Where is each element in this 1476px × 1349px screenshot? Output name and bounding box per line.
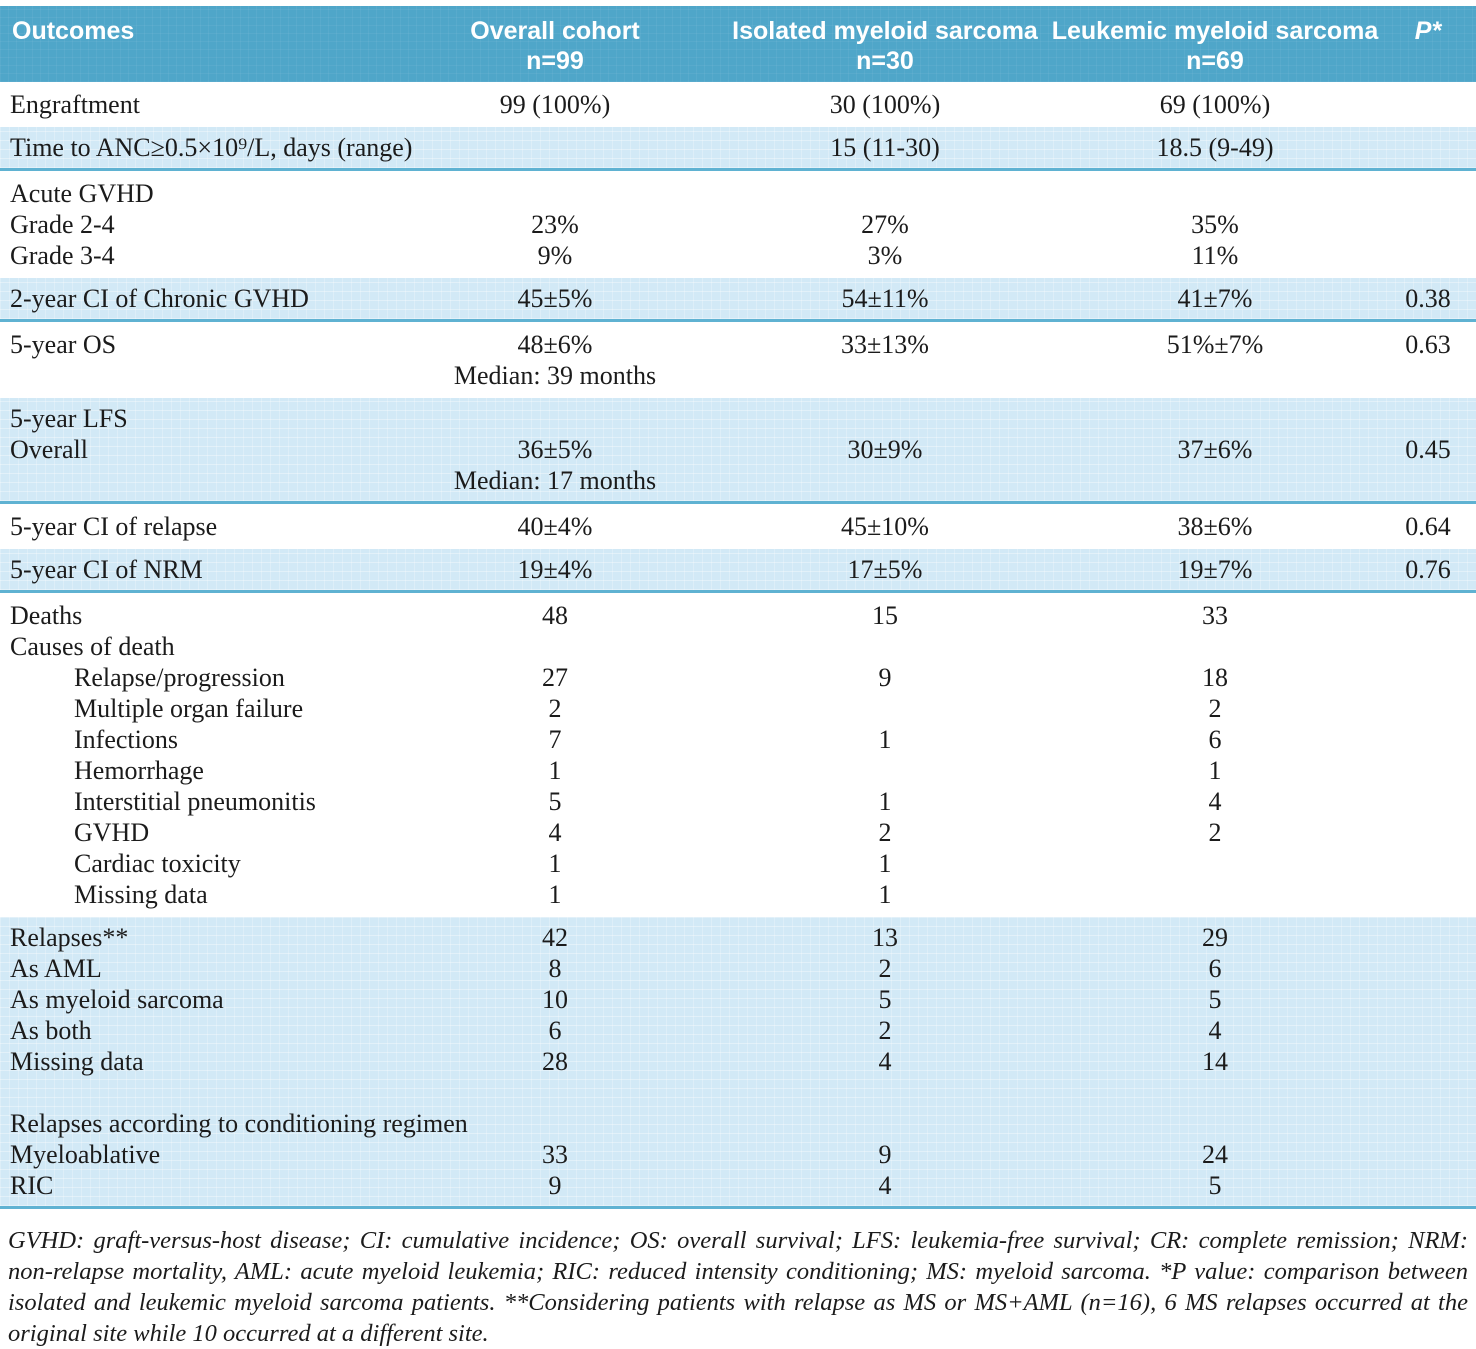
cell-overall-cohort: 23%	[531, 210, 579, 239]
cell-overall-cohort: Median: 39 months	[453, 361, 657, 390]
cell-isolated-ms	[720, 1077, 1050, 1108]
table-row	[0, 89, 1476, 120]
cell-p-value	[1380, 240, 1476, 271]
cell-p-value	[1380, 755, 1476, 786]
table-row	[0, 1015, 1476, 1046]
cell-isolated-ms: 27%	[861, 210, 909, 239]
row-label: Relapses**	[10, 923, 129, 952]
cell-overall-cohort: Median: 17 months	[453, 466, 657, 495]
cell-p-value	[1380, 360, 1476, 391]
table-section	[0, 82, 1476, 127]
cell-p-value	[1380, 1046, 1476, 1077]
cell-isolated-ms	[720, 693, 1050, 724]
table-row	[0, 662, 1476, 693]
cell-p-value: 0.45	[1405, 435, 1451, 464]
row-label: Infections	[74, 725, 178, 754]
cell-p-value	[1380, 209, 1476, 240]
row-label: 5-year CI of relapse	[10, 512, 218, 541]
cell-p-value	[1380, 1170, 1476, 1201]
cell-isolated-ms	[720, 631, 1050, 662]
cell-leukemic-ms: 41±7%	[1177, 284, 1253, 313]
cell-isolated-ms: 1	[878, 787, 892, 816]
cell-leukemic-ms: 6	[1208, 954, 1222, 983]
row-label: 2-year CI of Chronic GVHD	[10, 284, 309, 313]
row-label: Interstitial pneumonitis	[74, 787, 316, 816]
row-label: Myeloablative	[10, 1140, 161, 1169]
cell-leukemic-ms: 1	[1208, 756, 1222, 785]
row-label: Engraftment	[10, 90, 140, 119]
cell-overall-cohort: 5	[548, 787, 562, 816]
cell-overall-cohort: 8	[548, 954, 562, 983]
table-row	[0, 984, 1476, 1015]
row-label: 5-year CI of NRM	[10, 555, 203, 584]
header-overall-cohort-label: Overall cohort	[470, 17, 640, 45]
cell-leukemic-ms: 33	[1202, 601, 1228, 630]
row-label: GVHD	[74, 818, 150, 847]
row-label: 5-year OS	[10, 330, 117, 359]
cell-leukemic-ms	[1050, 631, 1380, 662]
cell-overall-cohort: 1	[548, 849, 562, 878]
row-label: Hemorrhage	[74, 756, 204, 785]
cell-p-value: 0.76	[1405, 555, 1451, 584]
table-row	[0, 879, 1476, 910]
cell-overall-cohort: 36±5%	[517, 435, 593, 464]
row-label: Relapse/progression	[74, 663, 285, 692]
header-outcomes-label: Outcomes	[12, 17, 135, 45]
table-row	[0, 1077, 1476, 1108]
row-label: Missing data	[10, 1047, 144, 1076]
cell-p-value	[1380, 848, 1476, 879]
row-label: Multiple organ failure	[74, 694, 304, 723]
table-section	[0, 549, 1476, 593]
cell-overall-cohort	[390, 178, 720, 209]
cell-p-value	[1380, 132, 1476, 163]
cell-isolated-ms: 13	[872, 923, 898, 952]
cell-isolated-ms	[720, 755, 1050, 786]
cell-overall-cohort: 40±4%	[517, 512, 593, 541]
table-header-row	[0, 6, 1476, 82]
table-row	[0, 403, 1476, 434]
table-row	[0, 178, 1476, 209]
cell-isolated-ms: 15	[872, 601, 898, 630]
cell-overall-cohort: 28	[542, 1047, 568, 1076]
cell-isolated-ms: 30 (100%)	[829, 90, 941, 119]
table-body	[0, 82, 1476, 1209]
cell-p-value	[1380, 631, 1476, 662]
table-row	[0, 329, 1476, 360]
cell-overall-cohort: 2	[548, 694, 562, 723]
row-label: Missing data	[74, 880, 208, 909]
cell-isolated-ms: 3%	[867, 241, 903, 270]
table-row	[0, 755, 1476, 786]
cell-leukemic-ms: 6	[1208, 725, 1222, 754]
table-section	[0, 278, 1476, 322]
cell-p-value	[1380, 403, 1476, 434]
cell-overall-cohort: 45±5%	[517, 284, 593, 313]
cell-overall-cohort	[390, 1108, 720, 1139]
cell-isolated-ms: 1	[878, 725, 892, 754]
cell-isolated-ms: 2	[878, 1016, 892, 1045]
table-row	[0, 209, 1476, 240]
cell-isolated-ms: 45±10%	[841, 512, 929, 541]
cell-leukemic-ms: 18	[1202, 663, 1228, 692]
cell-isolated-ms: 1	[878, 880, 892, 909]
cell-p-value	[1380, 1015, 1476, 1046]
header-p-value-label: P*	[1414, 17, 1442, 45]
row-label: Causes of death	[10, 632, 175, 661]
table-row	[0, 465, 1476, 496]
header-leukemic-ms	[1050, 16, 1380, 82]
cell-p-value: 0.63	[1405, 330, 1451, 359]
header-isolated-ms	[720, 16, 1050, 82]
cell-overall-cohort: 27	[542, 663, 568, 692]
table-row	[0, 1139, 1476, 1170]
cell-leukemic-ms: 14	[1202, 1047, 1228, 1076]
cell-p-value	[1380, 953, 1476, 984]
cell-overall-cohort: 9	[548, 1171, 562, 1200]
header-isolated-ms-label: Isolated myeloid sarcoma	[732, 17, 1038, 45]
table-section	[0, 593, 1476, 917]
cell-overall-cohort: 1	[548, 756, 562, 785]
cell-p-value	[1380, 600, 1476, 631]
cell-isolated-ms: 33±13%	[841, 330, 929, 359]
table-row	[0, 786, 1476, 817]
row-label: Acute GVHD	[10, 179, 154, 208]
table-row	[0, 724, 1476, 755]
cell-leukemic-ms: 37±6%	[1177, 435, 1253, 464]
cell-leukemic-ms: 38±6%	[1177, 512, 1253, 541]
table-section	[0, 322, 1476, 398]
cell-overall-cohort: 9%	[537, 241, 573, 270]
cell-p-value	[1380, 1077, 1476, 1108]
row-label: Cardiac toxicity	[74, 849, 241, 878]
cell-isolated-ms	[720, 1108, 1050, 1139]
cell-leukemic-ms	[1050, 879, 1380, 910]
cell-overall-cohort	[390, 132, 720, 163]
table-section	[0, 127, 1476, 171]
cell-isolated-ms: 5	[878, 985, 892, 1014]
cell-isolated-ms: 9	[878, 663, 892, 692]
table-row	[0, 1108, 1476, 1139]
cell-overall-cohort: 1	[548, 880, 562, 909]
cell-leukemic-ms: 11%	[1191, 241, 1239, 270]
outcomes-table-page	[0, 6, 1476, 1349]
cell-isolated-ms: 2	[878, 818, 892, 847]
cell-leukemic-ms: 51%±7%	[1166, 330, 1264, 359]
cell-overall-cohort: 33	[542, 1140, 568, 1169]
cell-isolated-ms: 17±5%	[847, 555, 923, 584]
cell-isolated-ms	[720, 360, 1050, 391]
cell-leukemic-ms: 69 (100%)	[1159, 90, 1271, 119]
cell-p-value	[1380, 465, 1476, 496]
table-row	[0, 283, 1476, 314]
cell-leukemic-ms	[1050, 178, 1380, 209]
table-row	[0, 511, 1476, 542]
cell-p-value	[1380, 89, 1476, 120]
row-label: As both	[10, 1016, 92, 1045]
cell-leukemic-ms	[1050, 360, 1380, 391]
cell-p-value	[1380, 984, 1476, 1015]
cell-overall-cohort: 7	[548, 725, 562, 754]
table-row	[0, 360, 1476, 391]
table-row	[0, 631, 1476, 662]
cell-p-value	[1380, 178, 1476, 209]
cell-p-value	[1380, 662, 1476, 693]
header-leukemic-ms-label: Leukemic myeloid sarcoma	[1051, 17, 1379, 45]
cell-overall-cohort	[390, 631, 720, 662]
row-label: Grade 2-4	[10, 210, 115, 239]
row-label: Relapses according to conditioning regimen	[10, 1109, 468, 1138]
table-row	[0, 434, 1476, 465]
cell-p-value	[1380, 724, 1476, 755]
cell-isolated-ms	[720, 403, 1050, 434]
table-row	[0, 848, 1476, 879]
cell-isolated-ms: 2	[878, 954, 892, 983]
header-isolated-ms-n: n=30	[856, 47, 914, 75]
cell-leukemic-ms	[1050, 1077, 1380, 1108]
cell-leukemic-ms: 35%	[1191, 210, 1239, 239]
cell-leukemic-ms: 4	[1208, 1016, 1222, 1045]
row-label	[0, 465, 390, 496]
table-row	[0, 240, 1476, 271]
footnote-text: GVHD: graft-versus-host disease; CI: cumulative incidence; OS: overall survival; LFS: leukemia-free survival; CR: complete remission; NRM: non-relapse mortality, AML: acute myeloid leukemia; RIC: reduced intensity conditioning; MS: myeloid sarcoma. *P value: comparison between isolated and leukemic myeloid sarcoma patients. **Considering patients with relapse as MS or MS+AML (n=16), 6 MS relapses occurred at the original site while 10 occurred at a different site.	[8, 1227, 1468, 1347]
cell-leukemic-ms	[1050, 465, 1380, 496]
table-row	[0, 132, 1476, 163]
cell-overall-cohort	[390, 1077, 720, 1108]
row-label: Time to ANC≥0.5×10⁹/L, days (range)	[10, 133, 413, 162]
table-row	[0, 554, 1476, 585]
cell-p-value	[1380, 786, 1476, 817]
row-label: As AML	[10, 954, 102, 983]
table-row	[0, 922, 1476, 953]
row-label: RIC	[10, 1171, 54, 1200]
header-outcomes	[0, 16, 390, 82]
cell-leukemic-ms: 2	[1208, 818, 1222, 847]
cell-isolated-ms	[720, 465, 1050, 496]
cell-p-value	[1380, 817, 1476, 848]
row-label: As myeloid sarcoma	[10, 985, 224, 1014]
table-row	[0, 1046, 1476, 1077]
cell-overall-cohort	[390, 403, 720, 434]
cell-isolated-ms	[720, 178, 1050, 209]
cell-p-value	[1380, 879, 1476, 910]
cell-leukemic-ms	[1050, 848, 1380, 879]
row-label: 5-year LFS	[10, 404, 128, 433]
cell-isolated-ms: 15 (11-30)	[830, 133, 940, 162]
row-label	[0, 1077, 390, 1108]
cell-leukemic-ms: 19±7%	[1177, 555, 1253, 584]
cell-p-value: 0.38	[1405, 284, 1451, 313]
cell-leukemic-ms: 5	[1208, 985, 1222, 1014]
row-label: Grade 3-4	[10, 241, 115, 270]
cell-isolated-ms: 30±9%	[847, 435, 923, 464]
cell-overall-cohort: 10	[542, 985, 568, 1014]
cell-p-value	[1380, 1108, 1476, 1139]
cell-leukemic-ms: 2	[1208, 694, 1222, 723]
cell-p-value	[1380, 922, 1476, 953]
cell-overall-cohort: 99 (100%)	[499, 90, 611, 119]
header-leukemic-ms-n: n=69	[1186, 47, 1244, 75]
cell-p-value	[1380, 1139, 1476, 1170]
cell-overall-cohort: 19±4%	[517, 555, 593, 584]
cell-leukemic-ms: 4	[1208, 787, 1222, 816]
cell-overall-cohort: 6	[548, 1016, 562, 1045]
cell-overall-cohort: 42	[542, 923, 568, 952]
table-row	[0, 1170, 1476, 1201]
table-row	[0, 600, 1476, 631]
cell-isolated-ms: 1	[878, 849, 892, 878]
header-overall-cohort	[390, 16, 720, 82]
cell-overall-cohort: 48	[542, 601, 568, 630]
table-section	[0, 917, 1476, 1209]
cell-leukemic-ms: 29	[1202, 923, 1228, 952]
cell-leukemic-ms: 5	[1208, 1171, 1222, 1200]
cell-isolated-ms: 9	[878, 1140, 892, 1169]
row-label	[0, 360, 390, 391]
cell-isolated-ms: 4	[878, 1047, 892, 1076]
cell-isolated-ms: 4	[878, 1171, 892, 1200]
cell-leukemic-ms	[1050, 1108, 1380, 1139]
row-label: Deaths	[10, 601, 83, 630]
header-overall-cohort-n: n=99	[526, 47, 584, 75]
cell-p-value	[1380, 693, 1476, 724]
row-label: Overall	[10, 435, 88, 464]
table-section	[0, 171, 1476, 278]
cell-leukemic-ms: 18.5 (9-49)	[1156, 133, 1274, 162]
header-p-value	[1380, 16, 1476, 82]
table-section	[0, 504, 1476, 549]
cell-p-value: 0.64	[1405, 512, 1451, 541]
cell-leukemic-ms	[1050, 403, 1380, 434]
cell-overall-cohort: 4	[548, 818, 562, 847]
table-row	[0, 817, 1476, 848]
table-section	[0, 398, 1476, 504]
cell-leukemic-ms: 24	[1202, 1140, 1228, 1169]
cell-isolated-ms: 54±11%	[841, 284, 929, 313]
cell-overall-cohort: 48±6%	[517, 330, 593, 359]
table-row	[0, 953, 1476, 984]
table-row	[0, 693, 1476, 724]
